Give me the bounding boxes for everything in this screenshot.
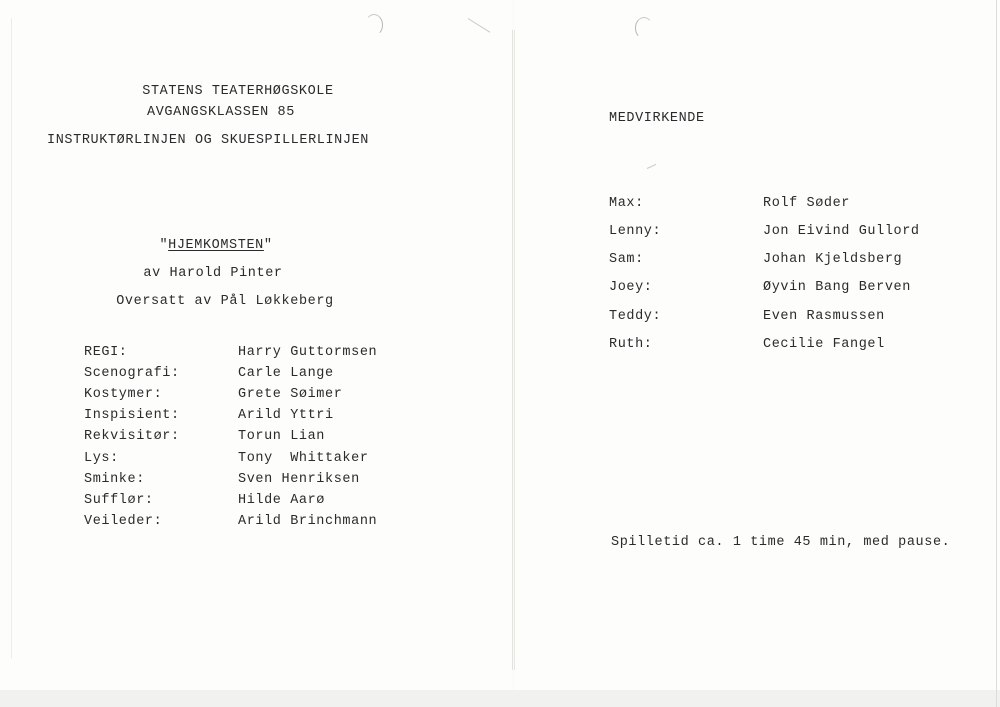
cast-actor: Johan Kjeldsberg xyxy=(763,252,903,267)
credit-name: Sven Henriksen xyxy=(238,472,360,487)
bottom-paper-edge xyxy=(0,690,1000,707)
left-page-edge xyxy=(512,30,513,670)
quote-mark: " xyxy=(159,238,169,253)
credit-name: Grete Søimer xyxy=(238,387,343,402)
credit-name: Hilde Aarø xyxy=(238,493,326,508)
credit-name: Carle Lange xyxy=(238,366,334,381)
cast-heading: MEDVIRKENDE xyxy=(609,111,705,126)
play-title-line xyxy=(159,239,272,253)
right-page-edge xyxy=(514,30,515,670)
cast-character: Lenny: xyxy=(609,224,662,239)
right-page xyxy=(514,0,1000,707)
credit-name: Harry Guttormsen xyxy=(238,345,378,360)
school-name: STATENS TEATERHØGSKOLE xyxy=(142,84,334,99)
programs-line: INSTRUKTØRLINJEN OG SKUESPILLERLINJEN xyxy=(47,133,369,148)
credit-role: Scenografi: xyxy=(84,366,180,381)
cast-actor: Jon Eivind Gullord xyxy=(763,224,920,239)
class-year: AVGANGSKLASSEN 85 xyxy=(147,105,295,120)
left-margin-edge xyxy=(11,18,12,658)
cast-actor: Cecilie Fangel xyxy=(763,337,885,352)
credit-name: Arild Yttri xyxy=(238,408,334,423)
cast-character: Teddy: xyxy=(609,309,662,324)
punch-hole-mark xyxy=(365,14,383,36)
punch-hole-mark xyxy=(635,17,653,39)
credit-name: Tony Whittaker xyxy=(238,451,369,466)
credit-role: Sufflør: xyxy=(84,493,154,508)
quote-mark: " xyxy=(263,238,273,253)
credit-role: Sminke: xyxy=(84,472,145,487)
credit-role: Veileder: xyxy=(84,514,163,529)
cast-actor: Even Rasmussen xyxy=(763,309,885,324)
credit-name: Arild Brinchmann xyxy=(238,514,378,529)
right-margin-edge xyxy=(996,0,997,707)
cast-actor: Rolf Søder xyxy=(763,196,851,211)
translator-line: Oversatt av Pål Løkkeberg xyxy=(116,294,334,309)
cast-character: Ruth: xyxy=(609,337,653,352)
cast-character: Sam: xyxy=(609,252,644,267)
credit-role: Rekvisitør: xyxy=(84,429,180,444)
credit-role: Lys: xyxy=(84,451,119,466)
credit-role: Inspisient: xyxy=(84,408,180,423)
play-title: HJEMKOMSTEN xyxy=(168,238,264,253)
author-line: av Harold Pinter xyxy=(143,266,283,281)
credit-name: Torun Lian xyxy=(238,429,326,444)
cast-character: Joey: xyxy=(609,280,653,295)
credit-role: Kostymer: xyxy=(84,387,163,402)
cast-actor: Øyvin Bang Berven xyxy=(763,280,911,295)
credit-role: REGI: xyxy=(84,345,128,360)
running-time: Spilletid ca. 1 time 45 min, med pause. xyxy=(611,535,951,550)
cast-character: Max: xyxy=(609,196,644,211)
